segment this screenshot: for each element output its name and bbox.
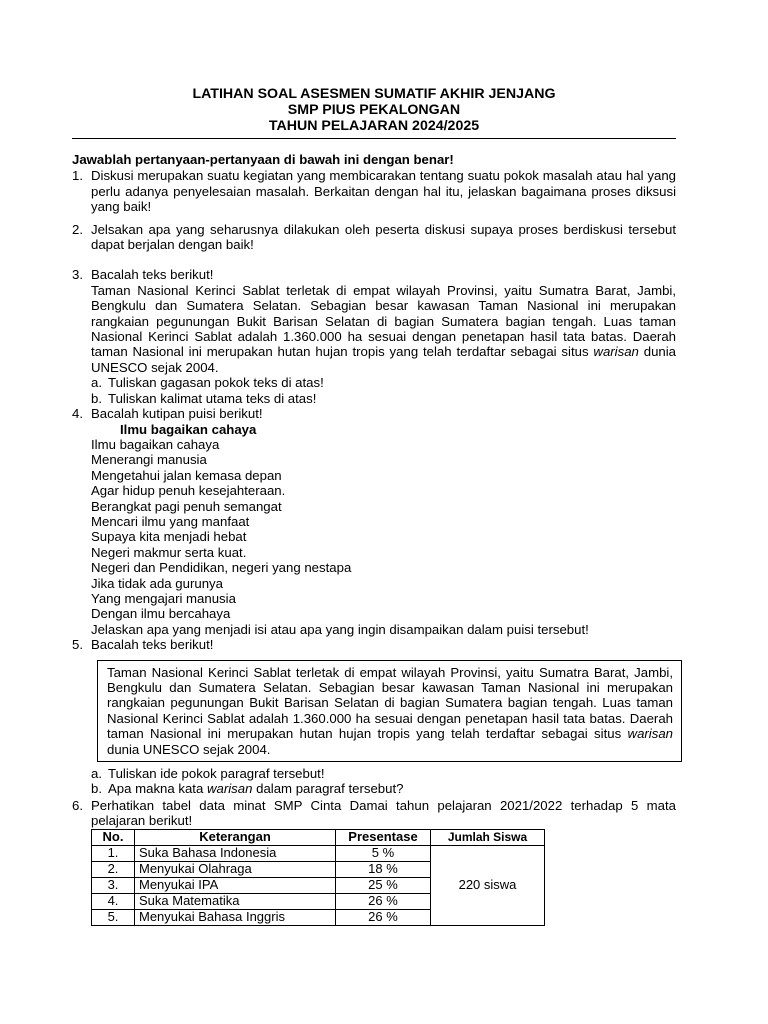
sub-question-b [91, 781, 676, 796]
poem [91, 437, 676, 622]
cell-keterangan: Menyukai Bahasa Inggris [135, 909, 336, 925]
question-text: Diskusi merupakan suatu kegiatan yang membicarakan tentang suatu pokok masalah atau hal yang perlu adanya penyelesaian masalah. Berkaitan dengan hal itu, jelaskan bagaimana proses diksusi yang baik! [91, 168, 676, 215]
question-6 [72, 798, 676, 926]
cell-presentase: 18 % [336, 861, 431, 877]
sub-text: Tuliskan gagasan pokok teks di atas! [108, 375, 324, 391]
sub-text: Tuliskan ide pokok paragraf tersebut! [108, 766, 325, 782]
instruction: Jawablah pertanyaan-pertanyaan di bawah ini dengan benar! [72, 152, 454, 167]
sub-label: b. [91, 390, 102, 406]
sub-question-a [91, 766, 676, 781]
passage-box [97, 660, 682, 762]
cell-keterangan: Suka Bahasa Indonesia [135, 845, 336, 861]
question-intro: Bacalah teks berikut! [91, 267, 214, 283]
question-number: 5. [72, 637, 83, 653]
poem-line: Ilmu bagaikan cahaya [91, 436, 220, 452]
sub-question-a [91, 375, 676, 390]
question-number: 4. [72, 406, 83, 422]
sub-text-end: dalam paragraf tersebut? [256, 781, 404, 797]
poem-line: Dengan ilmu bercahaya [91, 606, 231, 622]
passage-text: Taman Nasional Kerinci Sablat terletak di empat wilayah Provinsi, yaitu Sumatra Barat, Jambi, Bengkulu dan Sumatera Selatan. Sebagian besar kawasan Taman Nasional ini merupakan rangkaian pegunungan Bukit Barisan Selatan di bagian Sumatera bagian tengah. Luas taman Nasional Kerinci Sablat adalah 1.360.000 ha sesuai dengan penetapan hasil tata batas. Daerah taman Nasional ini merupakan hutan hujan tropis yang telah terdaftar sebagai situs [107, 664, 673, 742]
cell-keterangan: Menyukai IPA [135, 877, 336, 893]
question-4 [72, 406, 676, 637]
poem-line: Jika tidak ada gurunya [91, 575, 223, 591]
sub-italic-word: warisan [206, 781, 253, 797]
poem-line: Agar hidup penuh kesejahteraan. [91, 483, 286, 499]
document-header [72, 86, 676, 134]
question-number: 1. [72, 168, 83, 184]
sub-label: a. [91, 375, 102, 391]
poem-line: Menerangi manusia [91, 452, 207, 468]
sub-question-b [91, 391, 676, 406]
question-text: Jelaskan apa yang menjadi isi atau apa yang ingin disampaikan dalam puisi tersebut! [91, 621, 589, 637]
cell-no: 4. [92, 893, 135, 909]
question-number: 6. [72, 797, 83, 813]
passage-text: Taman Nasional Kerinci Sablat terletak di empat wilayah Provinsi, yaitu Sumatra Barat, Jambi, Bengkulu dan Sumatera Selatan. Sebagian besar kawasan Taman Nasional ini merupakan rangkaian pegunungan Bukit Barisan Selatan di bagian Sumatera bagian tengah. Luas taman Nasional Kerinci Sablat adalah 1.360.000 ha sesuai dengan penetapan hasil tata batas. Daerah taman Nasional ini merupakan hutan hujan tropis yang telah terdaftar sebagai situs [91, 282, 676, 360]
question-number: 2. [72, 221, 83, 237]
header-presentase: Presentase [336, 829, 431, 845]
question-intro: Bacalah teks berikut! [91, 637, 214, 653]
passage-italic-word: warisan [627, 726, 673, 742]
question-intro: Bacalah kutipan puisi berikut! [91, 406, 263, 422]
sub-text: Apa makna kata [108, 781, 204, 797]
poem-title: Ilmu bagaikan cahaya [120, 421, 257, 437]
passage-text-end: dunia UNESCO sejak 2004. [107, 741, 271, 757]
cell-jumlah-siswa: 220 siswa [431, 845, 545, 925]
cell-keterangan: Suka Matematika [135, 893, 336, 909]
header-jumlah-siswa: Jumlah Siswa [431, 829, 545, 845]
poem-line: Mencari ilmu yang manfaat [91, 513, 250, 529]
poem-line: Mengetahui jalan kemasa depan [91, 467, 282, 483]
header-keterangan: Keterangan [135, 829, 336, 845]
question-number: 3. [72, 267, 83, 283]
sub-label: a. [91, 766, 102, 782]
passage-text-end: dunia UNESCO sejak 2004. [91, 344, 677, 375]
poem-line: Negeri makmur serta kuat. [91, 544, 247, 560]
poem-line: Supaya kita menjadi hebat [91, 529, 247, 545]
sub-text: Tuliskan kalimat utama teks di atas! [108, 390, 317, 406]
poem-line: Berangkat pagi penuh semangat [91, 498, 282, 514]
poem-line: Negeri dan Pendidikan, negeri yang nestapa [91, 560, 352, 576]
poem-line: Yang mengajari manusia [91, 590, 236, 606]
question-list [72, 152, 676, 926]
interest-table [91, 829, 545, 926]
header-year: TAHUN PELAJARAN 2024/2025 [268, 118, 480, 134]
passage-italic-word: warisan [593, 344, 639, 360]
header-school: SMP PIUS PEKALONGAN [287, 102, 461, 118]
header-no: No. [92, 829, 135, 845]
cell-presentase: 26 % [336, 893, 431, 909]
cell-no: 1. [92, 845, 135, 861]
cell-no: 5. [92, 909, 135, 925]
question-3 [72, 267, 676, 406]
sub-label: b. [91, 781, 102, 797]
question-text: Perhatikan tabel data minat SMP Cinta Damai tahun pelajaran 2021/2022 terhadap 5 mata pelajaran berikut! [91, 797, 676, 829]
cell-presentase: 26 % [336, 909, 431, 925]
cell-presentase: 5 % [336, 845, 431, 861]
cell-no: 2. [92, 861, 135, 877]
question-5 [72, 637, 676, 797]
header-divider [72, 138, 676, 139]
cell-keterangan: Menyukai Olahraga [135, 861, 336, 877]
header-title: LATIHAN SOAL ASESMEN SUMATIF AKHIR JENJANG [192, 86, 556, 102]
question-2 [72, 222, 676, 253]
cell-presentase: 25 % [336, 877, 431, 893]
table-row [92, 845, 545, 861]
reading-passage [91, 283, 676, 375]
question-text: Jelsakan apa yang seharusnya dilakukan oleh peserta diskusi supaya proses berdiskusi tersebut dapat berjalan dengan baik! [91, 221, 676, 253]
table-header-row [92, 829, 545, 845]
question-1 [72, 168, 676, 214]
cell-no: 3. [92, 877, 135, 893]
